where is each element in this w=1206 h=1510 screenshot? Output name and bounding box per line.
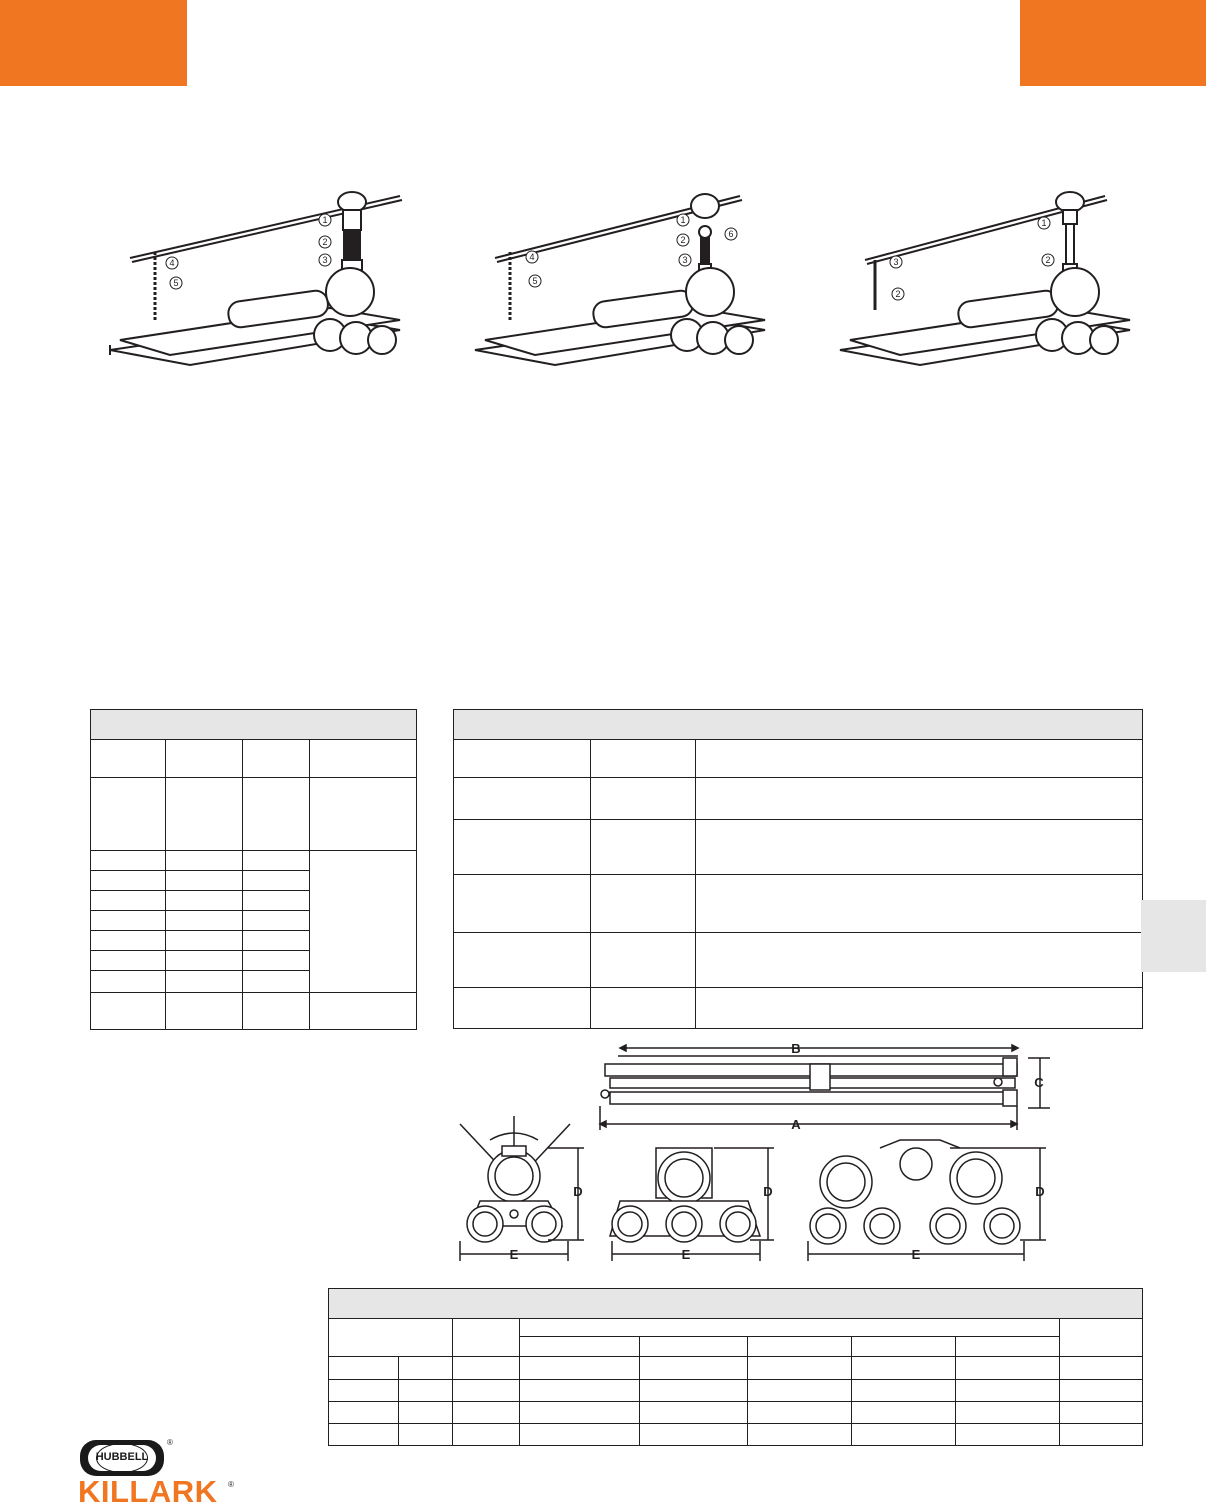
table-header — [454, 710, 1143, 740]
header-tab-left — [0, 0, 187, 86]
svg-text:2: 2 — [322, 237, 328, 247]
killark-logo: KILLARK — [78, 1474, 218, 1509]
dimensions-table — [328, 1288, 1143, 1446]
dim-label-c: C — [1034, 1075, 1044, 1090]
dim-label-d-3: D — [1035, 1184, 1045, 1199]
dim-label-d-1: D — [573, 1184, 583, 1199]
svg-text:1: 1 — [322, 215, 328, 225]
svg-text:4: 4 — [529, 252, 535, 262]
dim-label-b: B — [791, 1041, 801, 1056]
dim-label-a: A — [791, 1117, 801, 1132]
side-tab — [1141, 900, 1206, 972]
header-tab-right — [1020, 0, 1206, 86]
svg-text:4: 4 — [169, 258, 175, 268]
hubbell-wordmark: HUBBELL — [95, 1451, 149, 1463]
svg-text:3: 3 — [682, 255, 688, 265]
fixture-illustration-swivel-hanger — [465, 180, 785, 380]
svg-text:3: 3 — [322, 255, 328, 265]
svg-text:6: 6 — [728, 229, 734, 239]
hubbell-registered-mark: ® — [167, 1438, 173, 1447]
killark-registered-mark: ® — [228, 1480, 234, 1489]
dim-label-e-1: E — [509, 1247, 519, 1262]
svg-text:5: 5 — [532, 276, 538, 286]
svg-text:1: 1 — [680, 215, 686, 225]
fixture-illustration-pendant-hanger — [830, 180, 1150, 380]
hubbell-logo — [80, 1440, 164, 1476]
svg-text:2: 2 — [680, 235, 686, 245]
svg-text:2: 2 — [1045, 255, 1051, 265]
table-header — [91, 710, 417, 740]
fixture-illustration-chain-hanger — [100, 180, 420, 380]
svg-text:3: 3 — [893, 257, 899, 267]
dim-label-e-2: E — [681, 1247, 691, 1262]
dimension-diagram — [450, 1036, 1090, 1268]
dim-label-d-2: D — [763, 1184, 773, 1199]
svg-text:2: 2 — [895, 289, 901, 299]
right-spec-table — [453, 709, 1143, 1029]
svg-text:1: 1 — [1041, 218, 1047, 228]
table-header — [329, 1289, 1143, 1319]
svg-text:5: 5 — [173, 278, 179, 288]
dim-label-e-3: E — [911, 1247, 921, 1262]
left-spec-table — [90, 709, 417, 1030]
